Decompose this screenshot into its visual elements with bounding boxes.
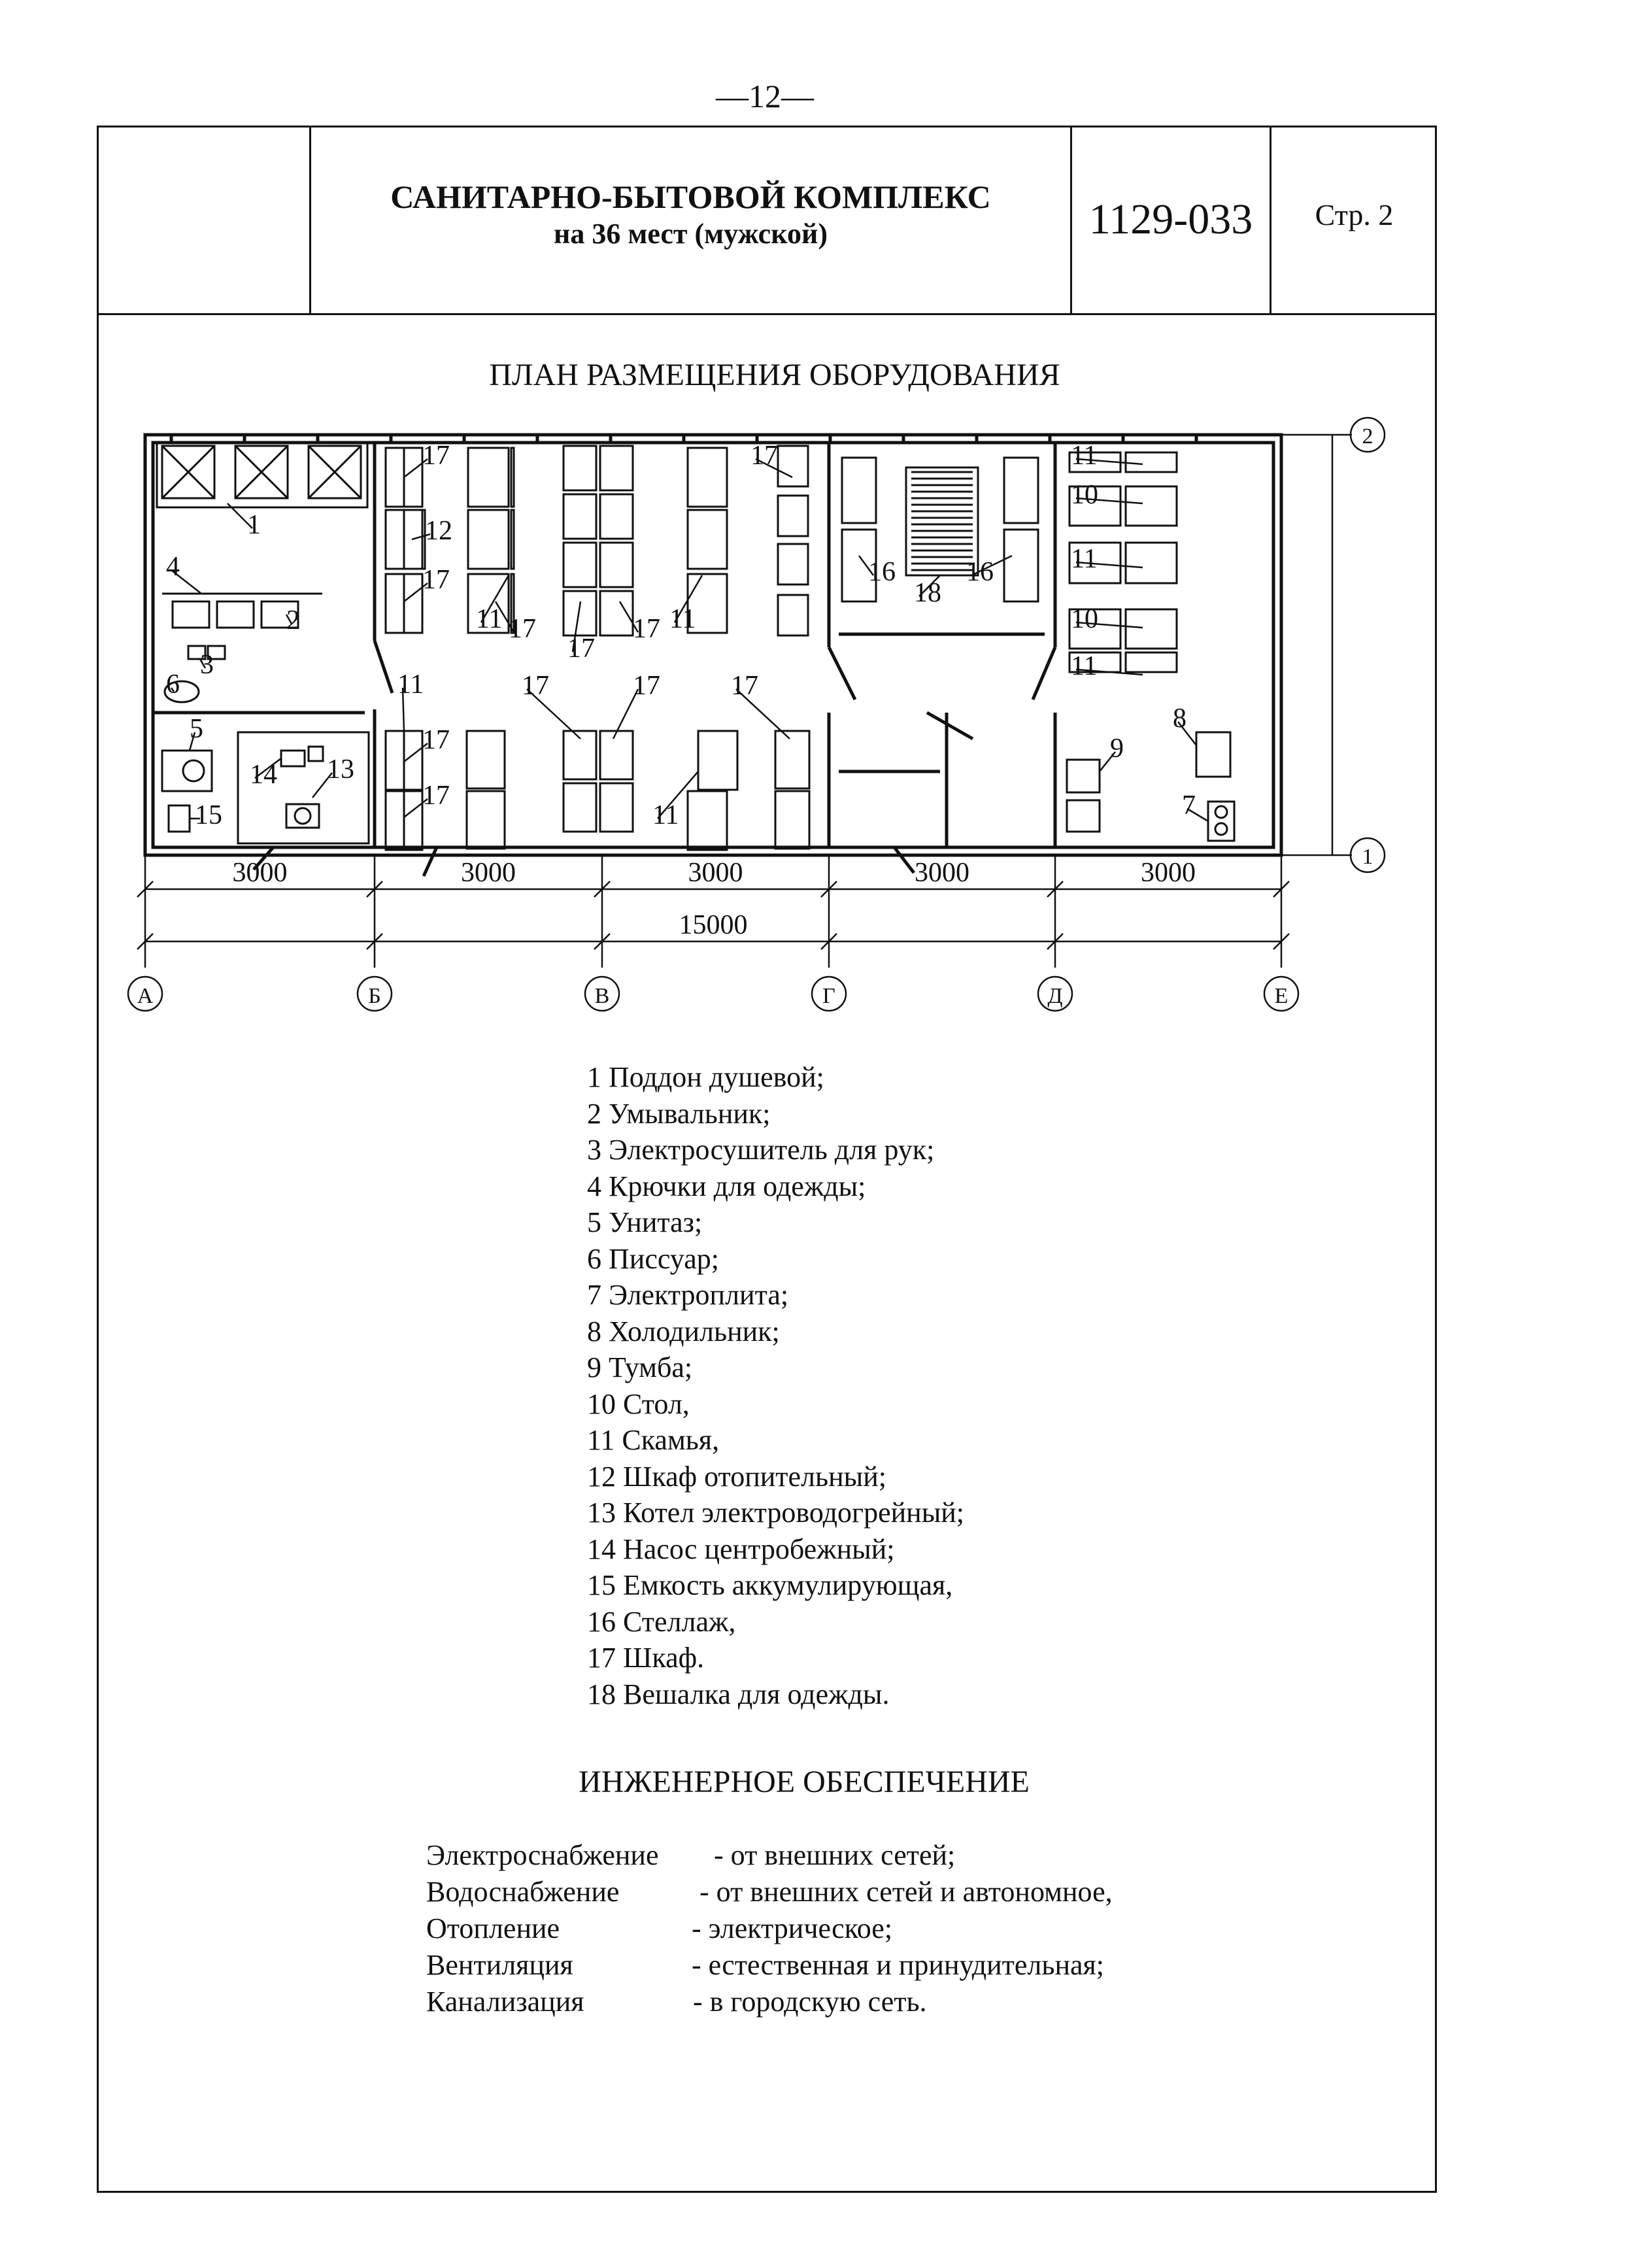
pump-motor [309, 747, 323, 761]
door-leaf [894, 847, 914, 873]
document-title: САНИТАРНО-БЫТОВОЙ КОМПЛЕКС [390, 178, 991, 215]
axis-letter: А [137, 984, 154, 1008]
wardrobe [600, 783, 633, 832]
callout-label: 18 [914, 578, 941, 608]
bay-dimension: 3000 [1141, 858, 1196, 888]
legend-item: 13 Котел электроводогрейный; [587, 1497, 965, 1529]
legend-item: 17 Шкаф. [587, 1642, 705, 1674]
callout-label: 3 [200, 650, 214, 680]
plan-dimension-labels [137, 424, 1373, 1008]
axis-number: 2 [1362, 424, 1373, 449]
wardrobe [775, 791, 809, 849]
axis-letter: Е [1274, 984, 1288, 1008]
bench [467, 791, 505, 849]
engineering-system-name: Вентиляция [426, 1949, 573, 1981]
total-dimension: 15000 [679, 910, 748, 940]
axis-letter: В [594, 984, 610, 1008]
bench-edge [511, 510, 514, 569]
callout-label: 17 [633, 671, 660, 701]
plan-heading: ПЛАН РАЗМЕЩЕНИЯ ОБОРУДОВАНИЯ [489, 358, 1060, 392]
toilet-bowl [183, 760, 204, 781]
stove-burner [1215, 806, 1227, 818]
engineering-system-name: Отопление [426, 1912, 560, 1944]
stove-burner [1215, 823, 1227, 835]
bench [1126, 452, 1177, 472]
bay-dimension: 3000 [688, 858, 743, 888]
bench [467, 731, 505, 788]
callout-label: 17 [633, 614, 660, 644]
bench-edge [511, 448, 514, 507]
wardrobe [600, 591, 633, 635]
legend-item: 14 Насос центробежный; [587, 1532, 895, 1565]
equipment-legend [587, 1059, 964, 1712]
engineering-system-source: - в городскую сеть. [693, 1986, 927, 2018]
legend-item: 4 Крючки для одежды; [587, 1170, 866, 1202]
wardrobe [600, 731, 633, 779]
callout-label: 11 [397, 669, 424, 700]
callout-label: 11 [476, 604, 503, 634]
cabinet [1067, 800, 1100, 832]
callout-label: 2 [286, 605, 300, 635]
storage-tank [169, 805, 190, 832]
callout-label: 17 [731, 671, 758, 701]
title-block-empty-cell [97, 126, 309, 313]
legend-item: 9 Тумба; [587, 1351, 693, 1383]
callout-label: 17 [522, 671, 549, 701]
bay-dimension: 3000 [232, 858, 288, 888]
table [1126, 609, 1177, 649]
callout-label: 7 [1182, 790, 1196, 821]
callout-label: 11 [669, 604, 696, 634]
legend-item: 15 Емкость аккумулирующая, [587, 1569, 953, 1601]
refrigerator [1196, 732, 1230, 777]
door-leaf [1033, 647, 1055, 700]
callout-label: 10 [1071, 604, 1098, 634]
callout-label: 14 [250, 760, 277, 790]
callout-label: 11 [1071, 651, 1098, 681]
legend-item: 16 Стеллаж, [587, 1605, 736, 1638]
cabinet [1067, 760, 1100, 792]
legend-item: 3 Электросушитель для рук; [587, 1134, 935, 1166]
door-leaf [375, 641, 392, 693]
legend-item: 6 Писсуар; [587, 1242, 719, 1275]
bench [468, 510, 509, 569]
callout-label: 4 [166, 552, 180, 582]
shelving-rack [1004, 458, 1038, 523]
legend-item: 2 Умывальник; [587, 1097, 771, 1130]
callout-label: 8 [1173, 703, 1187, 734]
engineering-system-source: - от внешних сетей; [714, 1839, 956, 1871]
table [1126, 486, 1177, 526]
bench [1126, 652, 1177, 672]
wardrobe [600, 494, 633, 539]
callout-label: 17 [422, 725, 450, 755]
title-block-title-cell [309, 126, 1070, 313]
callout-label: 9 [1110, 734, 1124, 764]
page-number: —12— [716, 78, 814, 114]
callout-label: 10 [1071, 480, 1098, 510]
callout-label: 17 [509, 614, 536, 644]
callout-label: 6 [166, 669, 180, 700]
wardrobe [778, 544, 808, 584]
callout-label: 17 [567, 634, 595, 664]
callout-label: 12 [425, 516, 452, 546]
callout-label: 11 [652, 800, 679, 830]
legend-item: 7 Электроплита; [587, 1279, 789, 1311]
legend-item: 12 Шкаф отопительный; [587, 1460, 886, 1493]
legend-item: 8 Холодильник; [587, 1315, 780, 1347]
pump [281, 751, 305, 766]
wardrobe [778, 595, 808, 635]
wardrobe [564, 543, 596, 587]
callout-label: 17 [422, 565, 450, 595]
door-leaf [829, 647, 855, 700]
callout-label: 16 [868, 557, 896, 587]
legend-item: 10 Стол, [587, 1387, 690, 1420]
wardrobe [778, 496, 808, 536]
bench [1126, 543, 1177, 583]
wardrobe [600, 543, 633, 587]
callout-label: 16 [966, 557, 994, 587]
callout-label: 17 [750, 441, 778, 471]
bay-dimension: 3000 [461, 858, 516, 888]
axis-letter: Д [1047, 984, 1063, 1008]
door-leaf [424, 847, 437, 876]
title-block [97, 126, 1437, 315]
wardrobe [564, 446, 596, 490]
legend-item: 11 Скамья, [587, 1424, 720, 1456]
sheet-number: Стр. 2 [1270, 126, 1437, 313]
washbasin [217, 601, 254, 628]
bay-dimension: 3000 [915, 858, 969, 888]
bench [468, 448, 509, 507]
floor-plan [97, 405, 1404, 1033]
boiler-dial [295, 808, 311, 824]
axis-letter: Г [822, 984, 835, 1008]
engineering-system-name: Электроснабжение [426, 1839, 659, 1871]
axis-letter: Б [368, 984, 381, 1008]
engineering-system-name: Канализация [426, 1986, 584, 2018]
callout-label: 11 [1071, 544, 1098, 574]
wardrobe [564, 591, 596, 635]
heating-cabinet [386, 510, 425, 569]
wardrobe [564, 494, 596, 539]
document-code: 1129-033 [1070, 126, 1270, 313]
engineering-system-source: - электрическое; [692, 1912, 893, 1944]
legend-item: 5 Унитаз; [587, 1206, 703, 1238]
wardrobe [775, 731, 809, 788]
callout-label: 17 [422, 781, 450, 811]
bench [688, 791, 727, 850]
bench [688, 510, 727, 569]
washbasin [173, 601, 209, 628]
axis-number: 1 [1362, 845, 1373, 869]
shelving-rack [1004, 530, 1038, 601]
engineering-system-source: - естественная и принудительная; [692, 1949, 1104, 1981]
shelving-rack [842, 458, 876, 523]
legend-item: 1 Поддон душевой; [587, 1061, 824, 1093]
callout-label: 11 [1071, 441, 1098, 471]
engineering-heading: ИНЖЕНЕРНОЕ ОБЕСПЕЧЕНИЕ [579, 1765, 1030, 1799]
callout-label: 15 [195, 800, 222, 830]
engineering-system-name: Водоснабжение [426, 1876, 620, 1908]
bench [698, 731, 737, 790]
callout-label: 13 [327, 754, 354, 785]
wardrobe [778, 446, 808, 486]
callout-label: 1 [247, 510, 261, 540]
callout-label: 5 [190, 714, 203, 744]
document-subtitle: на 36 мест (мужской) [554, 218, 828, 250]
legend-item: 18 Вешалка для одежды. [587, 1678, 890, 1710]
wardrobe [564, 783, 596, 832]
bench [688, 448, 727, 507]
engineering-system-source: - от внешних сетей и автономное, [699, 1876, 1113, 1908]
wardrobe [600, 446, 633, 490]
door-leaf [927, 713, 973, 739]
callout-label: 17 [422, 441, 450, 471]
